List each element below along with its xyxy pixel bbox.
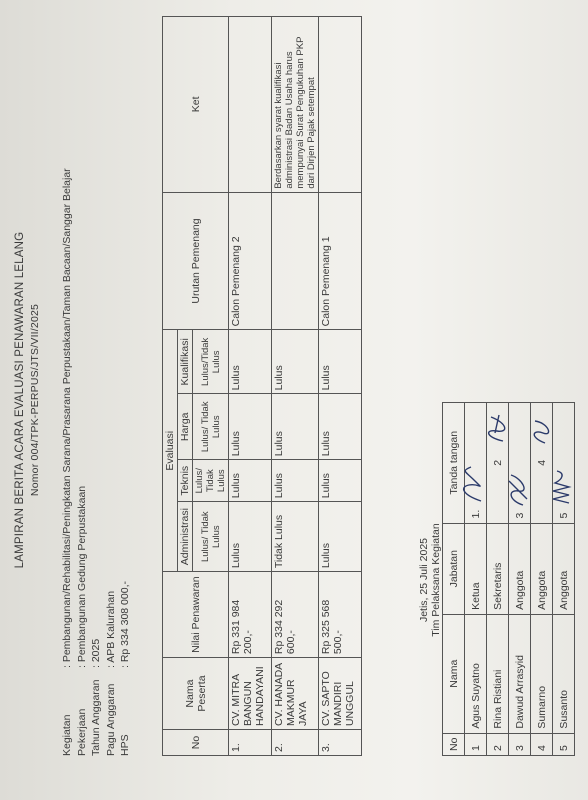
cell-ket: [229, 17, 272, 193]
member-nama: Rina Ristiani: [487, 614, 509, 733]
info-value: : Pembangunan Gedung Perpustakaan: [75, 485, 88, 668]
member-nama: Sumarno: [531, 614, 553, 733]
cell-teknis: Lulus: [319, 460, 362, 502]
member-no: 5: [553, 733, 575, 755]
cell-teknis: Lulus: [229, 460, 272, 502]
table-row: [229, 17, 272, 756]
handwritten-signature-icon: [503, 469, 533, 509]
info-value: : 2025: [90, 638, 102, 668]
member-no: 4: [531, 733, 553, 755]
header-teknis: Teknis: [178, 460, 193, 502]
signature-cell: [553, 403, 575, 524]
header-kualifikasi: Kualifikasi: [178, 330, 193, 394]
info-value: : Pembangunan/Rehabilitasi/Peningkatan Sarana/Prasarana Perpustakaan/Taman Bacaan/Sanggar Belajar: [61, 168, 73, 668]
cell-administrasi: Lulus: [319, 502, 362, 572]
table-row: [272, 17, 319, 756]
handwritten-signature-icon: [547, 467, 577, 507]
info-label: Pagu Anggaran: [104, 683, 117, 756]
member-row: [531, 403, 553, 756]
header-urutan-pemenang: Urutan Pemenang: [163, 192, 229, 330]
cell-no: 3.: [319, 730, 362, 756]
header-nama-peserta: Nama Peserta: [163, 658, 229, 730]
member-no: 1: [465, 733, 487, 755]
info-row: [118, 168, 133, 756]
member-jabatan: Anggota: [531, 523, 553, 614]
info-row: [89, 168, 104, 756]
header-administrasi: Administrasi: [178, 502, 193, 572]
info-row: [75, 168, 90, 756]
cell-nilai: Rp 334 292 600,-: [272, 572, 319, 658]
signature-number: 2: [491, 459, 504, 466]
info-value: : APB Kalurahan: [104, 590, 117, 668]
member-nama: Dawud Arrasyid: [509, 614, 531, 733]
cell-ket: Berdasarkan syarat kualifikasi administrasi Badan Usaha harus mempunyai Surat Pengukuhan PKP dari Dirjen Pajak setempat: [272, 17, 319, 193]
header-no: No: [163, 730, 229, 756]
handwritten-signature-icon: [481, 409, 511, 445]
cell-harga: Lulus: [319, 394, 362, 460]
team-name: Tim Pelaksana Kegiatan: [430, 523, 442, 637]
member-jabatan: Sekretaris: [487, 523, 509, 614]
signature-number: 5: [557, 512, 570, 519]
info-value: : Rp 334 308 000,-: [119, 581, 131, 668]
cell-nama: CV. HANADA MAKMUR JAYA: [272, 658, 319, 730]
header-evaluasi: Evaluasi: [163, 330, 178, 572]
member-no: 2: [487, 733, 509, 755]
header-harga: Harga: [178, 394, 193, 460]
cell-kualifikasi: Lulus: [272, 330, 319, 394]
info-label: HPS: [119, 734, 131, 756]
member-jabatan: Anggota: [509, 523, 531, 614]
cell-kualifikasi: Lulus: [229, 330, 272, 394]
sig-header-tanda-tangan: Tanda tangan: [443, 403, 465, 524]
info-block: [60, 168, 133, 756]
header-ket: Ket: [163, 17, 229, 193]
info-label: Kegiatan: [61, 714, 73, 756]
signature-table: [442, 402, 575, 756]
table-row: [319, 17, 362, 756]
handwritten-signature-icon: [457, 463, 487, 505]
subheader-teknis: Lulus/ Tidak Lulus: [193, 460, 229, 502]
cell-kualifikasi: Lulus: [319, 330, 362, 394]
document-number: Nomor 004/TPK-PERPUS/JTS/VII/2025: [29, 303, 41, 497]
cell-administrasi: Tidak Lulus: [272, 502, 319, 572]
member-jabatan: Ketua: [465, 523, 487, 614]
cell-urutan: [272, 192, 319, 330]
member-row: [465, 403, 487, 756]
info-label: Tahun Anggaran: [90, 679, 102, 756]
cell-no: 1.: [229, 730, 272, 756]
member-no: 3: [509, 733, 531, 755]
cell-teknis: Lulus: [272, 460, 319, 502]
signature-number: 1.: [469, 509, 482, 519]
cell-administrasi: Lulus: [229, 502, 272, 572]
handwritten-signature-icon: [527, 417, 555, 447]
sig-header-nama: Nama: [443, 614, 465, 733]
member-nama: Agus Suyatno: [465, 614, 487, 733]
place-date: Jetis, 25 Juli 2025: [418, 537, 430, 623]
member-row: [553, 403, 575, 756]
member-row: [509, 403, 531, 756]
cell-nama: CV. MITRA BANGUN HANDAYANI: [229, 658, 272, 730]
sig-header-jabatan: Jabatan: [443, 523, 465, 614]
subheader-administrasi: Lulus/ Tidak Lulus: [193, 502, 229, 572]
info-row: [104, 168, 119, 756]
info-label: Pekerjaan: [75, 708, 88, 756]
subheader-kualifikasi: Lulus/Tidak Lulus: [193, 330, 229, 394]
signature-number: 3: [513, 512, 526, 519]
member-row: [487, 403, 509, 756]
cell-ket: [319, 17, 362, 193]
cell-nama: CV. SAPTO MANDIRI UNGGUL: [319, 658, 362, 730]
cell-urutan: Calon Pemenang 1: [319, 192, 362, 330]
member-jabatan: Anggota: [553, 523, 575, 614]
subheader-harga: Lulus/ Tidak Lulus: [193, 394, 229, 460]
cell-urutan: Calon Pemenang 2: [229, 192, 272, 330]
sig-header-no: No: [443, 733, 465, 755]
cell-nilai: Rp 331 984 200,-: [229, 572, 272, 658]
cell-harga: Lulus: [229, 394, 272, 460]
document-title: LAMPIRAN BERITA ACARA EVALUASI PENAWARAN LELANG: [14, 231, 26, 569]
header-nilai-penawaran: Nilai Penawaran: [163, 572, 229, 658]
member-nama: Susanto: [553, 614, 575, 733]
cell-no: 2.: [272, 730, 319, 756]
signature-heading: [418, 400, 442, 760]
evaluation-table: [162, 16, 362, 756]
cell-nilai: Rp 325 568 500,-: [319, 572, 362, 658]
signature-number: 4: [535, 459, 548, 466]
info-row: [60, 168, 75, 756]
cell-harga: Lulus: [272, 394, 319, 460]
